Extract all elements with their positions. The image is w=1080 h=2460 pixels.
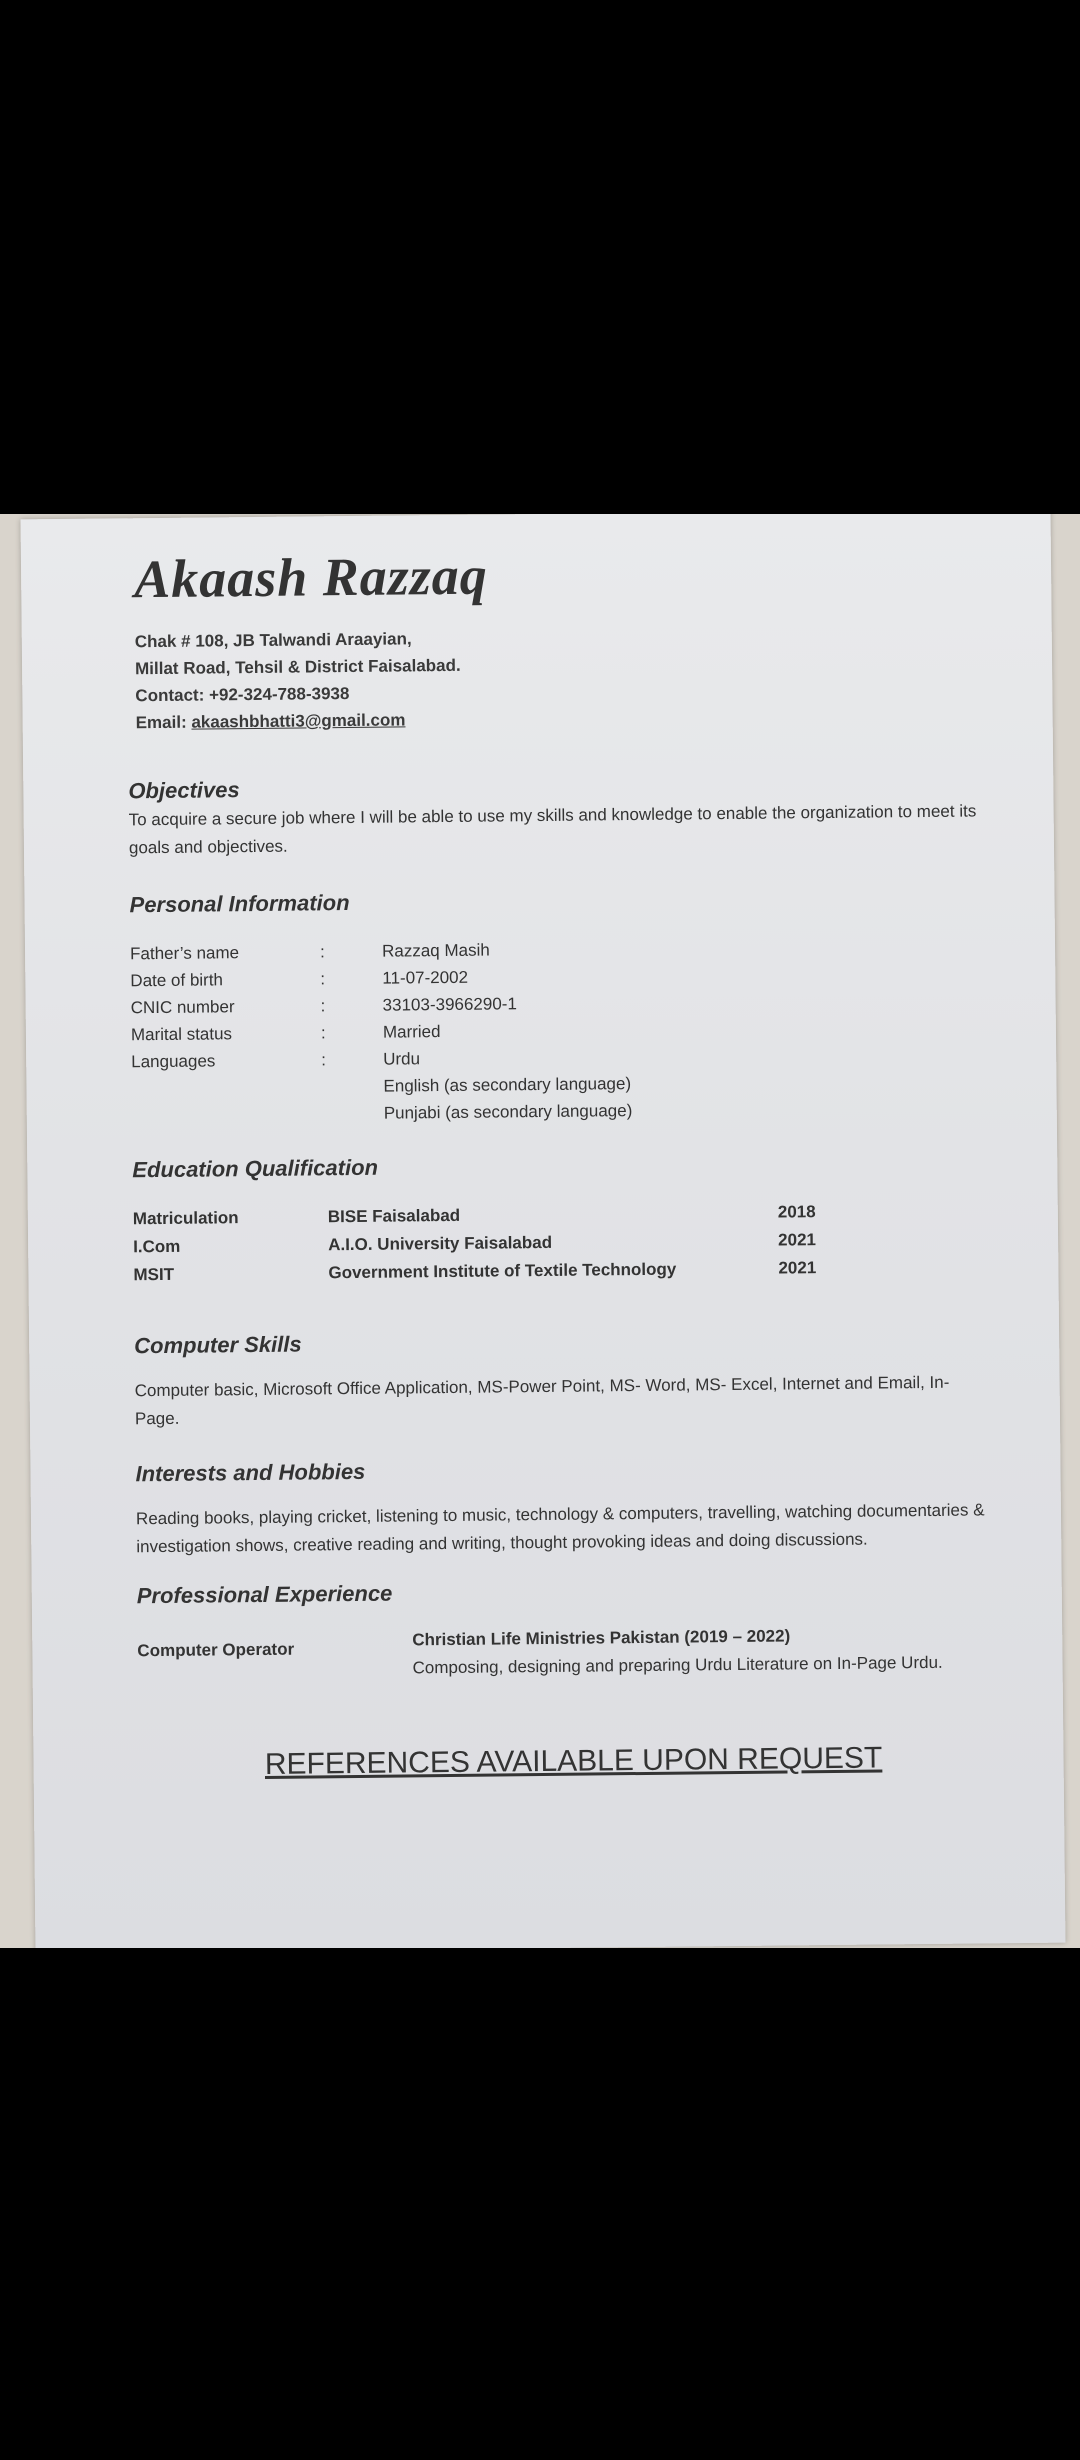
education-year: 2021 (778, 1230, 817, 1250)
education-degree: Matriculation (132, 1208, 239, 1229)
education-year: 2021 (778, 1258, 817, 1278)
info-colon: : (320, 1023, 326, 1043)
info-value: Punjabi (as secondary language) (383, 1101, 633, 1123)
info-label (131, 1073, 321, 1102)
email-label: Email: (135, 712, 192, 733)
info-label: Languages (131, 1051, 216, 1072)
experience-title: Professional Experience (136, 1580, 393, 1609)
info-colon: : (319, 942, 325, 962)
objectives-title: Objectives (128, 777, 240, 804)
objectives-text: To acquire a secure job where I will be able to use my skills and knowledge to enable the organization to meet its goals and objectives. (128, 801, 977, 858)
interests-text: Reading books, playing cricket, listening to music, technology & computers, travelling, watching documentaries & investigation shows, creative reading and writing, thought provoking ideas and doing discussions. (135, 1500, 985, 1557)
education-table (133, 1196, 1004, 1289)
education-degree: MSIT (133, 1264, 175, 1285)
contact-number: Contact: +92-324-788-3938 (135, 683, 350, 706)
education-year: 2018 (777, 1202, 816, 1222)
info-label (132, 1100, 322, 1129)
resume-content (126, 539, 1009, 1783)
personal-table (130, 931, 1002, 1129)
address-line-1: Chak # 108, JB Talwandi Araayian, (134, 629, 412, 652)
experience-desc: Composing, designing and preparing Urdu Literature on In-Page Urdu. (412, 1652, 943, 1678)
experience-org: Christian Life Ministries Pakistan (2019 – 2022) (412, 1626, 791, 1650)
education-section (132, 1148, 1003, 1289)
info-colon (322, 1100, 384, 1128)
education-title: Education Qualification (132, 1154, 379, 1183)
info-colon: : (320, 969, 326, 989)
applicant-name: Akaash Razzaq (133, 545, 489, 610)
skills-title: Computer Skills (134, 1331, 302, 1359)
experience-role: Computer Operator (137, 1639, 295, 1661)
skills-section (134, 1324, 1005, 1433)
info-colon: : (321, 1050, 327, 1070)
personal-title: Personal Information (129, 890, 350, 918)
info-value: Razzaq Masih (381, 940, 490, 961)
info-value: English (as secondary language) (383, 1074, 632, 1096)
interests-title: Interests and Hobbies (135, 1458, 366, 1487)
education-institute: A.I.O. University Faisalabad (328, 1232, 553, 1255)
interests-section (135, 1452, 1006, 1561)
education-institute: Government Institute of Textile Technology (328, 1259, 677, 1283)
address-line-2: Millat Road, Tehsil & District Faisalabad. (134, 655, 461, 679)
info-label: Date of birth (130, 970, 224, 991)
references-note: REFERENCES AVAILABLE UPON REQUEST (264, 1741, 883, 1781)
education-institute: BISE Faisalabad (327, 1205, 461, 1227)
contact-block (127, 619, 998, 736)
experience-section (137, 1574, 1008, 1685)
info-colon (321, 1073, 383, 1101)
info-label: CNIC number (130, 997, 235, 1018)
email-link[interactable]: akaashbhatti3@gmail.com (191, 710, 406, 732)
objectives-section (128, 769, 999, 862)
experience-details (412, 1621, 943, 1683)
document-photo (0, 514, 1080, 1948)
education-degree: I.Com (133, 1236, 181, 1257)
info-value: 11-07-2002 (382, 967, 469, 988)
info-value: Urdu (383, 1049, 421, 1069)
info-label: Father’s name (129, 943, 240, 964)
skills-text: Computer basic, Microsoft Office Application, MS-Power Point, MS- Word, MS- Excel, Internet and Email, In-Page. (134, 1372, 950, 1429)
resume-paper (21, 514, 1066, 1948)
experience-row (137, 1620, 1008, 1685)
info-value: 33103-3966290-1 (382, 994, 517, 1015)
info-colon: : (320, 996, 326, 1016)
info-label: Marital status (130, 1024, 233, 1045)
info-value: Married (382, 1022, 441, 1042)
personal-section (129, 883, 1001, 1129)
